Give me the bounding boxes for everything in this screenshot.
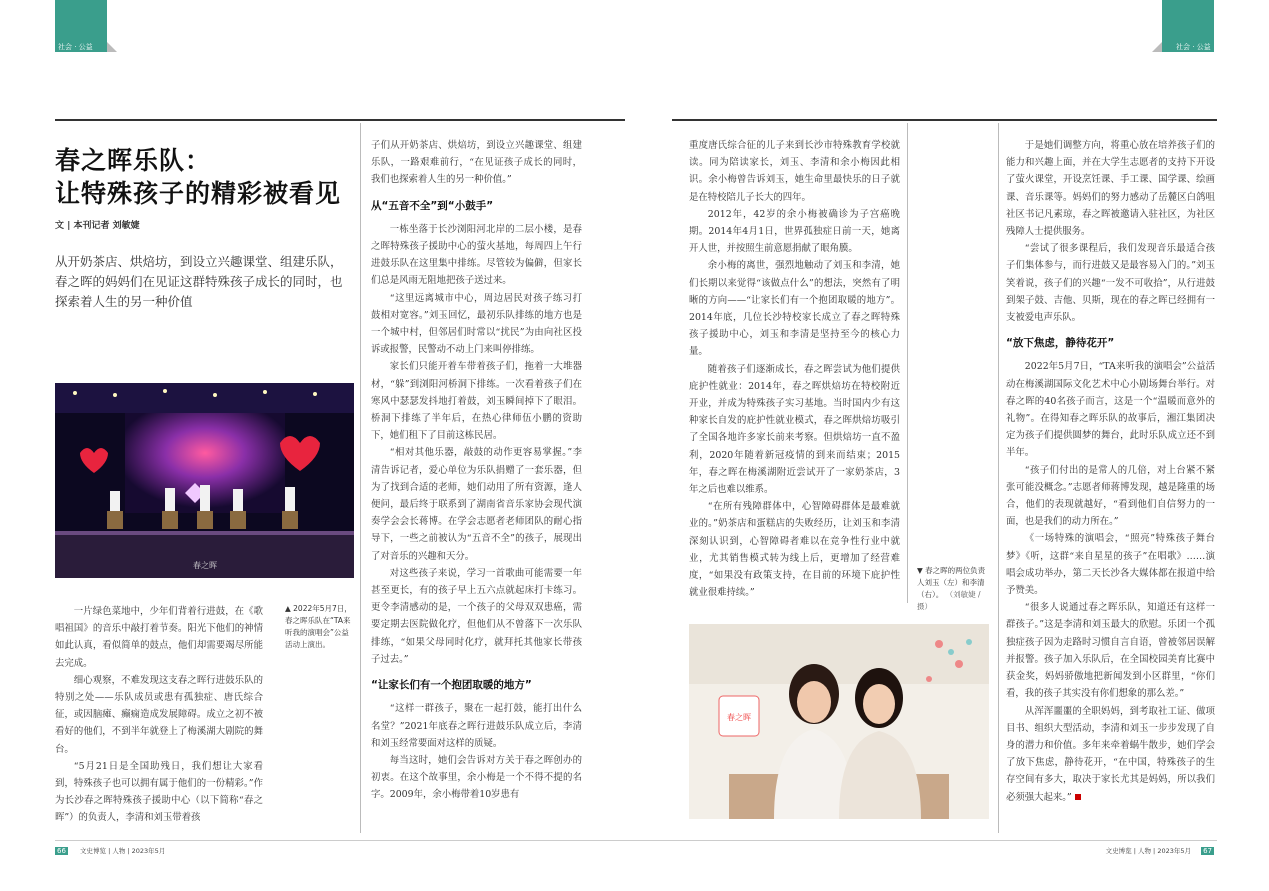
section-label-right: 社会 · 公益: [1176, 43, 1211, 51]
final-paragraph-text: 从浑浑噩噩的全职妈妈，到考取社工证、做项目书、组织大型活动，李清和刘玉一步步发现了自身的潜力和价值。多年来牵着蜗牛散步，她们学会了放下焦虑，静待花开，“在中国，特殊孩子的生存空间有多大，取决于家长尤其是妈妈，所以我们必须强大起来。”: [1006, 705, 1215, 803]
caption-2-credit: （刘敏婕 / 摄）: [917, 590, 981, 611]
byline: 文 | 本刊记者 刘敏婕: [55, 221, 140, 231]
column-1-body: [55, 603, 263, 827]
photo-caption-1: ▲ 2022年5月7日，春之晖乐队在“TA来听我的演唱会”公益活动上演出。: [285, 604, 352, 649]
subhead-3: “放下焦虑，静待花开”: [1006, 337, 1115, 350]
col4-paragraph: [1006, 703, 1215, 806]
end-mark: [1075, 794, 1081, 800]
column-4-body: [1006, 137, 1215, 806]
col3-paragraph: 重度唐氏综合征的儿子来到长沙市特殊教育学校就读。同为陪读家长，刘玉、李清和余小梅因此相识。余小梅曾告诉刘玉，她生命里最快乐的日子就是在特校陪儿子长大的四年。: [689, 140, 900, 203]
col3-paragraph: 余小梅的离世，强烈地触动了刘玉和李清，她们长期以来觉得“该做点什么”的想法，突然有了明晰的方向——“让家长们有一个抱团取暖的地方”。2014年底，几位长沙特校家长成立了春之晖特殊孩子援助中心，刘玉和李清是坚持至今的核心力量。: [689, 260, 900, 358]
col2-paragraph: 对这些孩子来说，学习一首歌曲可能需要一年甚至更长，有的孩子早上五六点就起床打卡练习。更令李清感动的是，一个孩子的父母双双患癌，需要定期去医院做化疗，但他们从不曾落下一次乐队排练，“如果父母同时化疗，就拜托其他家长带孩子过去。”: [371, 567, 582, 665]
column-divider-1: [360, 123, 361, 833]
lead-paragraph: 从开奶茶店、烘焙坊，到设立兴趣课堂、组建乐队，春之晖的妈妈们在见证这群特殊孩子成长的同时，也探索着人生的另一种价值: [55, 254, 343, 309]
section-tab-right-corner: [1152, 42, 1162, 52]
article-title: [55, 144, 355, 210]
title-line-2: 让特殊孩子的精彩被看见: [55, 179, 342, 208]
section-label-left: 社会 · 公益: [58, 43, 93, 51]
col4-paragraph: 《一场特殊的演唱会，“照亮”特殊孩子舞台梦》《听，这群“来自星星的孩子”在唱歌》……演唱会成功举办，第二天长沙各大媒体都在报道中给予赞美。: [1006, 533, 1215, 597]
col2-paragraph: 家长们只能开着车带着孩子们，拖着一大堆器材，“躲”到浏阳河桥洞下排练。一次看着孩子们在寒风中瑟瑟发抖地打着鼓，刘玉瞬间掉下了眼泪。桥洞下排练了半年后，在热心律师伍小鹏的资助下，她们租下了目前这栋民居。: [371, 361, 582, 442]
page-number-right: 67: [1203, 847, 1212, 855]
footer-left-text: 文史博览 | 人物 | 2023年5月: [80, 847, 166, 855]
footer-right-text: 文史博览 | 人物 | 2023年5月: [1105, 847, 1191, 855]
title-line-1: 春之晖乐队：: [55, 146, 212, 175]
col4-paragraph: 于是她们调整方向，将重心放在培养孩子们的能力和兴趣上面，并在大学生志愿者的支持下开设了萤火课堂，开设烹饪课、手工课、国学课、绘画课、音乐课等。妈妈们的努力感动了岳麓区白鸽咀社区书记凡素琼，春之晖被邀请入驻社区，为社区残障人士提供服务。: [1006, 140, 1215, 238]
column-divider-2: [907, 123, 908, 603]
footer-left: [55, 846, 165, 855]
col4-paragraph: “尝试了很多课程后，我们发现音乐最适合孩子们集体参与，而行进鼓又是最容易入门的。”刘玉笑着说，孩子们的兴趣“一发不可收拾”，从行进鼓到架子鼓、吉他、贝斯，现在的春之晖已经拥有一支被爱电声乐队。: [1006, 243, 1215, 324]
col2-paragraph: “相对其他乐器，敲鼓的动作更容易掌握。”李清告诉记者，爱心单位为乐队捐赠了一套乐器，但为了找到合适的老师，她们动用了所有资源，逢人便问，最后终于联系到了湖南省音乐家协会现代演奏学会会长蒋博。在学会志愿者老师团队的耐心指导下，一些之前被认为“五音不全”的孩子，展现出了对音乐的兴趣和天分。: [371, 447, 582, 562]
column-2-body: [371, 137, 582, 804]
column-divider-3: [998, 123, 999, 833]
col4-paragraph: “很多人说通过春之晖乐队，知道还有这样一群孩子。”这是李清和刘玉最大的欣慰。乐团一个孤独症孩子因为走路时习惯自言自语，曾被邻居误解并报警。孩子加入乐队后，在全国校园美育比赛中获金奖，妈妈骄傲地把新闻发到小区群里，“你们看，我的孩子其实没有你们想象的那么差。”: [1006, 602, 1215, 700]
col2-paragraph: 每当这时，她们会告诉对方关于春之晖创办的初衷。在这个故事里，余小梅是一个不得不提的名字。2009年，余小梅带着10岁患有: [371, 754, 582, 801]
portrait-photo: [689, 624, 989, 819]
concert-stage-photo: [55, 383, 354, 578]
photo-sign: 春之晖: [727, 713, 751, 722]
bottom-rule: [55, 840, 1217, 841]
col4-paragraph: 2022年5月7日，“TA来听我的演唱会”公益活动在梅溪湖国际文化艺术中心小剧场舞台举行。对春之晖的40名孩子而言，这是一个“温暖而意外的礼物”。在得知春之晖乐队的故事后，湘江集团决定为孩子们提供圆梦的舞台，此时乐队成立还不到半年。: [1006, 361, 1215, 459]
top-rule-left: [55, 119, 625, 121]
column-3-body: [689, 137, 900, 601]
col1-paragraph: 一片绿色菜地中，少年们背着行进鼓，在《歌唱祖国》的音乐中敲打着节奏。阳光下他们的神情如此认真，看似简单的鼓点，他们却需要竭尽所能去完成。: [55, 606, 263, 669]
col3-paragraph: 2012年，42岁的余小梅被确诊为子宫癌晚期。2014年4月1日，世界孤独症日前一天，她离开人世，并按照生前意愿捐献了眼角膜。: [689, 208, 900, 255]
col2-paragraph: “这里远离城市中心，周边居民对孩子练习打鼓相对宽容。”刘玉回忆，最初乐队排练的地方也是一个城中村，但邻居们时常以“扰民”为由向社区投诉或报警，民警动不动上门来叫停排练。: [371, 292, 582, 356]
section-tab-left-corner: [107, 42, 117, 52]
subhead-1: 从“五音不全”到“小鼓手”: [371, 199, 494, 212]
page-number-left: 66: [57, 847, 66, 855]
photo-caption-2: [917, 565, 992, 613]
col3-paragraph: “在所有残障群体中，心智障碍群体是最难就业的。”奶茶店和蛋糕店的失败经历，让刘玉和李清深刻认识到，心智障碍者难以在竞争性行业中就业，尤其销售模式转为线上后，更增加了经营难度，“如果没有政策支持，在目前的环境下庇护性就业很难持续。”: [689, 501, 900, 599]
col2-paragraph: “这样一群孩子，聚在一起打鼓，能打出什么名堂？”2021年底春之晖行进鼓乐队成立后，李清和刘玉经常要面对这样的质疑。: [371, 703, 582, 749]
top-rule-right: [672, 119, 1217, 121]
col2-paragraph: 一栋坐落于长沙浏阳河北岸的二层小楼，是春之晖特殊孩子援助中心的萤火基地，每周四上午行进鼓乐队在这里集中排练。尽管较为偏僻，但家长们总是风雨无阻地把孩子送过来。: [371, 223, 582, 287]
col4-paragraph: “孩子们付出的是常人的几倍，对上台紧不紧张可能没概念。”志愿者师蒋博发现，越是隆重的场合，他们的表现就越好，“看到他们自信努力的一面，也是我们的动力所在。”: [1006, 464, 1215, 528]
col3-paragraph: 随着孩子们逐渐成长，春之晖尝试为他们提供庇护性就业：2014年，春之晖烘焙坊在特校附近开业，并成为特殊孩子实习基地。当时国内少有这种家长自发的庇护性就业模式，春之晖烘焙坊吸引了全国各地许多家长前来考察。但烘焙坊一直不盈利，2020年随着新冠疫情的到来而结束；2015年，春之晖在梅溪湖附近尝试开了一家奶茶店，3年之后也难以维系。: [689, 363, 900, 496]
col1-paragraph: “5月21日是全国助残日，我们想让大家看到，特殊孩子也可以拥有属于他们的一份精彩。”作为长沙春之晖特殊孩子援助中心（以下简称“春之晖”）的负责人，李清和刘玉带着孩: [55, 760, 263, 824]
footer-right: [1106, 846, 1214, 855]
col1-paragraph: 细心观察，不难发现这支春之晖行进鼓乐队的特别之处——乐队成员或患有孤独症、唐氏综合征，或因脑瘫、癫痫造成发展障碍。成立之初不被看好的他们，不到半年就登上了梅溪湖大剧院的舞台。: [55, 674, 263, 755]
subhead-2: “让家长们有一个抱团取暖的地方”: [371, 679, 532, 692]
stage-sign: 春之晖: [193, 561, 217, 570]
col2-paragraph: 子们从开奶茶店、烘焙坊，到设立兴趣课堂、组建乐队，一路艰难前行，“在见证孩子成长的同时，我们也探索着人生的另一种价值。”: [371, 140, 582, 186]
caption-2-text: ▼ 春之晖的两位负责人刘玉（左）和李清（右）。: [917, 566, 986, 599]
